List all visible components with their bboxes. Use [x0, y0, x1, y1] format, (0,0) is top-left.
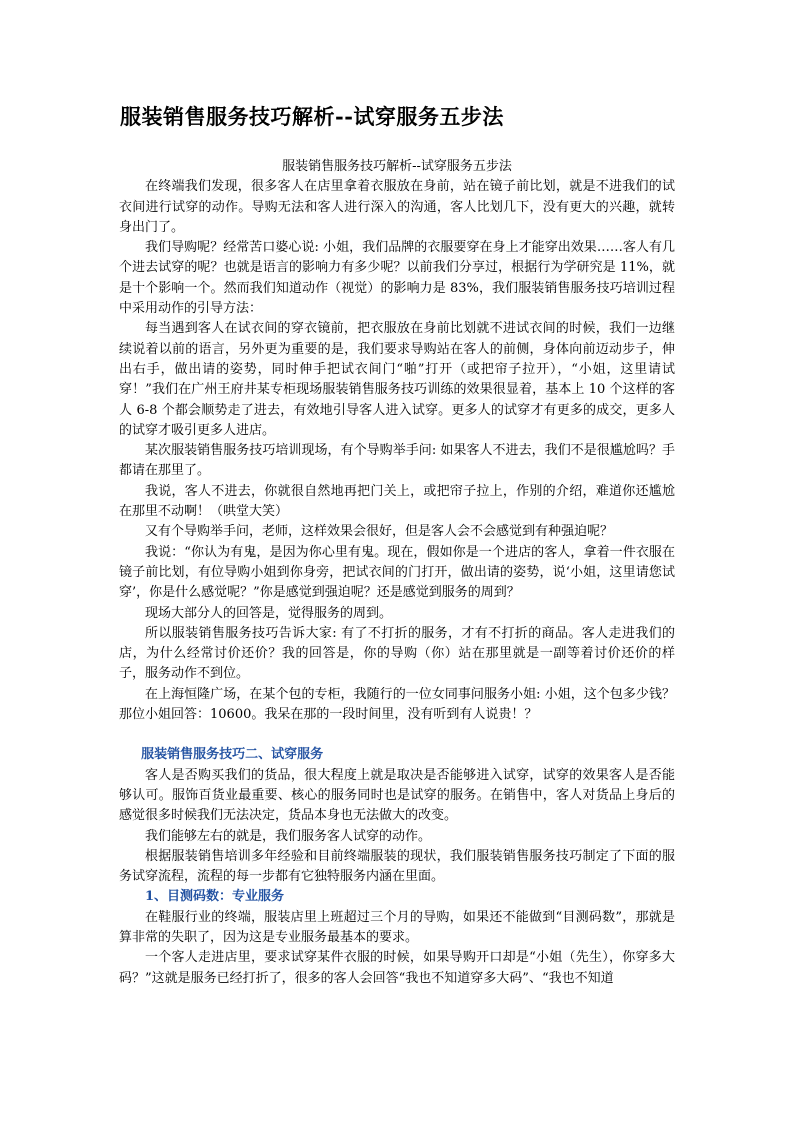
body-paragraph: 我说：“你认为有鬼，是因为你心里有鬼。现在，假如你是一个进店的客人，拿着一件衣服在镜子前比划，有位导购小姐到你身旁，把试衣间的门打开，做出请的姿势，说‘小姐，这里请您试穿’，你是什么感觉呢？”你是感觉到强迫呢？还是感觉到服务的周到？	[119, 544, 675, 601]
body-paragraph: 某次服装销售服务技巧培训现场，有个导购举手问: 如果客人不进去，我们不是很尴尬吗？手都请在那里了。	[119, 443, 675, 479]
document-body	[119, 157, 675, 989]
section-heading: 服装销售服务技巧二、试穿服务	[141, 747, 324, 763]
body-paragraph: 每当遇到客人在试衣间的穿衣镜前，把衣服放在身前比划就不进试衣间的时候，我们一边继续说着以前的语言，另外更为重要的是，我们要求导购站在客人的前侧，身体向前迈动步子，伸出右手，做出请的姿势，同时伸手把试衣间门“啪”打开（或把帘子拉开），“小姐，这里请试穿！”我们在广州王府井某专柜现场服装销售服务技巧训练的效果很显着，基本上 10 个这样的客人 6-8 个都会顺势走了进去，有效地引导客人进入试穿。更多人的试穿才有更多的成交，更多人的试穿才吸引更多人进店。	[119, 321, 675, 438]
body-paragraph: 在上海恒隆广场，在某个包的专柜，我随行的一位女同事问服务小姐: 小姐，这个包多少钱？那位小姐回答：10600。我呆在那的一段时间里，没有听到有人说贵！？	[119, 686, 675, 723]
subsection-heading: 1、目测码数：专业服务	[145, 889, 285, 905]
body-paragraph: 所以服装销售服务技巧告诉大家: 有了不打折的服务，才有不打折的商品。客人走进我们的店，为什么经常讨价还价？我的回答是，你的导购（你）站在那里就是一副等着讨价还价的样子，服务动作不到位。	[119, 625, 675, 682]
body-paragraph: 我说，客人不进去，你就很自然地再把门关上，或把帘子拉上，作别的介绍，难道你还尴尬在那里不动啊！（哄堂大笑）	[119, 483, 675, 520]
document-title: 服装销售服务技巧解析--试穿服务五步法	[120, 104, 504, 129]
body-paragraph: 我们能够左右的就是，我们服务客人试穿的动作。	[145, 828, 432, 844]
body-paragraph: 在终端我们发现，很多客人在店里拿着衣服放在身前，站在镜子前比划，就是不进我们的试衣间进行试穿的动作。导购无法和客人进行深入的沟通，客人比划几下，没有更大的兴趣，就转身出门了。	[119, 179, 675, 235]
body-paragraph: 客人是否购买我们的货品，很大程度上就是取决是否能够进入试穿，试穿的效果客人是否能够认可。服饰百货业最重要、核心的服务同时也是试穿的服务。在销售中，客人对货品上身后的感觉很多时候我们无法决定，货品本身也无法做大的改变。	[119, 767, 675, 824]
body-paragraph: 一个客人走进店里，要求试穿某件衣服的时候，如果导购开口却是“小姐（先生），你穿多大码？”这就是服务已经打折了，很多的客人会回答“我也不知道穿多大码”、“我也不知道	[119, 950, 675, 986]
body-paragraph: 在鞋服行业的终端，服装店里上班超过三个月的导购，如果还不能做到“目测码数”，那就是算非常的失职了，因为这是专业服务最基本的要求。	[119, 909, 675, 945]
body-paragraph: 根据服装销售培训多年经验和目前终端服装的现状，我们服装销售服务技巧制定了下面的服务试穿流程，流程的每一步都有它独特服务内涵在里面。	[119, 848, 675, 885]
body-paragraph: 又有个导购举手问，老师，这样效果会很好，但是客人会不会感觉到有种强迫呢？	[145, 524, 614, 540]
document-subtitle: 服装销售服务技巧解析--试穿服务五步法	[282, 159, 512, 174]
body-paragraph: 我们导购呢？经常苦口婆心说: 小姐，我们品牌的衣服要穿在身上才能穿出效果……客人有几个进去试穿的呢？也就是语言的影响力有多少呢？以前我们分享过，根据行为学研究是 11%，就是十个影响一个。然而我们知道动作（视觉）的影响力是 83%，我们服装销售服务技巧培训过程中采用动作的引导方法：	[119, 240, 675, 317]
body-paragraph: 现场大部分人的回答是，觉得服务的周到。	[145, 605, 393, 621]
